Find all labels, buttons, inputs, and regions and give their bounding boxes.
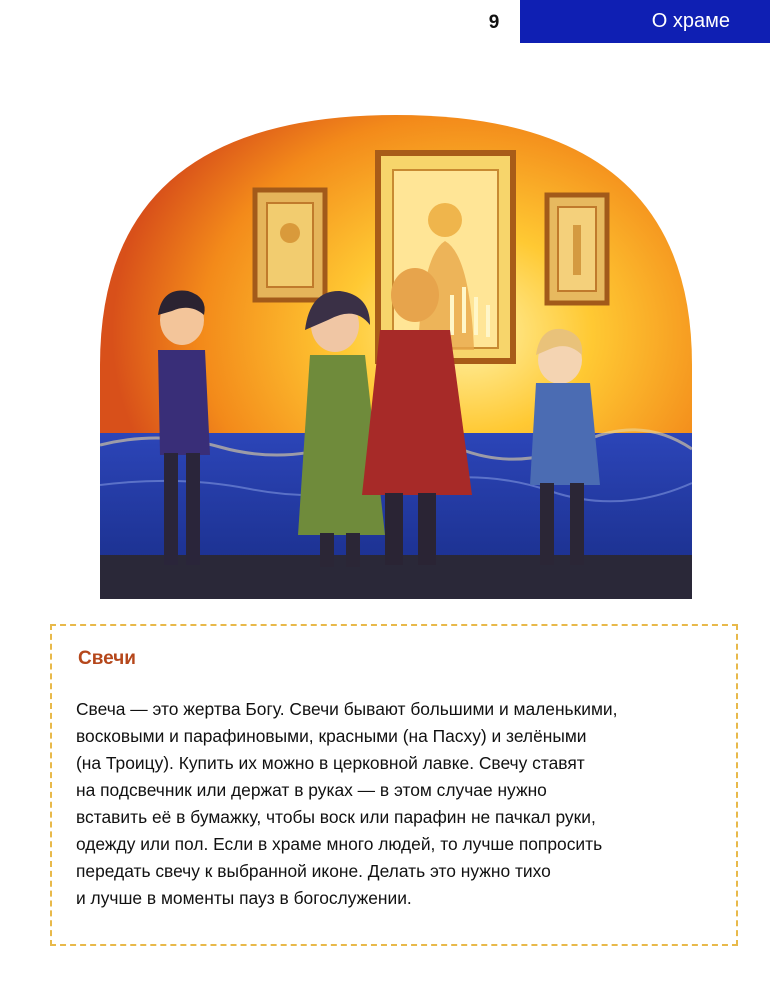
text-line: передать свечу к выбранной иконе. Делать это нужно тихо xyxy=(76,861,551,881)
text-line: на подсвечник или держат в руках — в этом случае нужно xyxy=(76,780,547,800)
text-line: (на Троицу). Купить их можно в церковной лавке. Свечу ставят xyxy=(76,753,585,773)
section-title: О храме xyxy=(651,10,730,32)
box-text xyxy=(76,696,726,912)
box-title: Свечи xyxy=(78,648,136,669)
church-interior-illustration xyxy=(100,115,692,599)
icon-center-frame xyxy=(378,153,513,361)
section-tab xyxy=(520,0,770,43)
info-box xyxy=(50,624,738,946)
text-line: одежду или пол. Если в храме много людей, то лучше попросить xyxy=(76,834,603,854)
text-line: Свеча — это жертва Богу. Свечи бывают большими и маленькими, xyxy=(76,699,618,719)
text-line: и лучше в моменты пауз в богослужении. xyxy=(76,888,412,908)
icon-left-frame xyxy=(255,190,325,300)
icon-right-frame xyxy=(547,195,607,303)
text-line: восковыми и парафиновыми, красными (на Пасху) и зелёными xyxy=(76,726,587,746)
text-line: вставить её в бумажку, чтобы воск или парафин не пачкал руки, xyxy=(76,807,596,827)
page-number: 9 xyxy=(488,12,500,33)
